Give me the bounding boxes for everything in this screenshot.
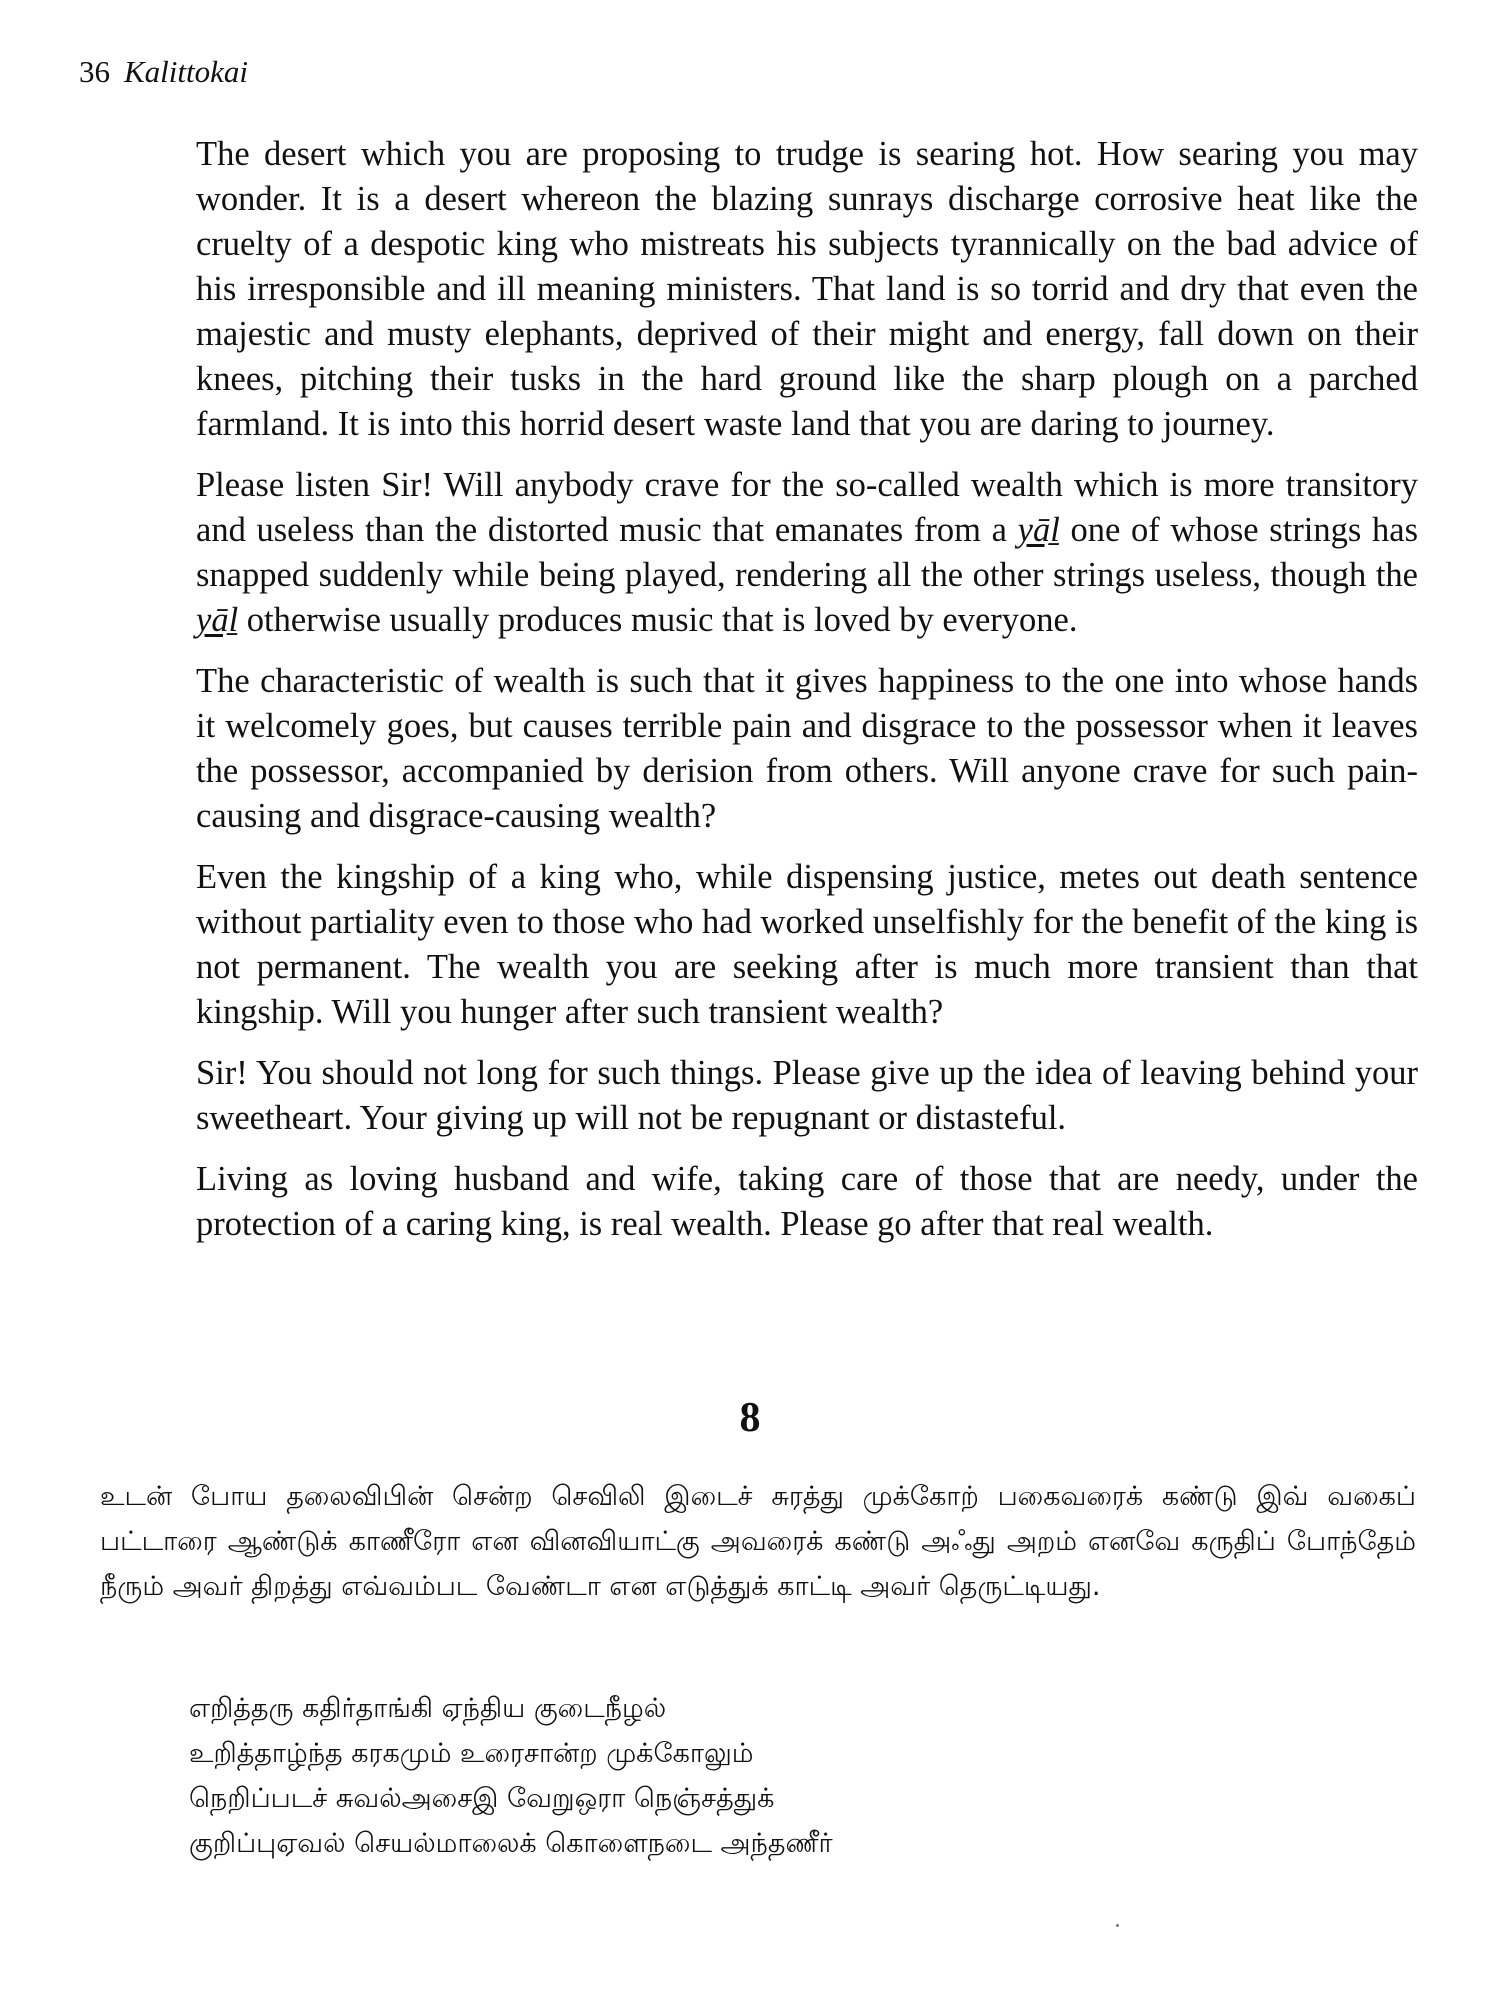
term-yal-2: yāḻ	[196, 601, 239, 639]
translation-body	[196, 132, 1418, 1263]
paragraph-kingship: Even the kingship of a king who, while dispensing justice, metes out death sentence without partiality even to those who had worked unselfishly for the benefit of the king is not permanent. The wealth you are seeking after is much more transient than that kingship. Will you hunger after such transient wealth?	[196, 858, 1418, 1031]
paragraph-yal-part-a: Please listen Sir! Will anybody crave for the so-called wealth which is more transitory and useless than the distorted music that emanates from a	[196, 466, 1418, 549]
paragraph-yal-part-b: one of whose strings has snapped suddenly while being played, rendering all the other strings useless, though the	[196, 511, 1418, 594]
paragraph-wealth: The characteristic of wealth is such that it gives happiness to the one into whose hands it welcomely goes, but causes terrible pain and disgrace to the possessor when it leaves the possessor, accompanied by derision from others. Will anyone crave for such pain-causing and disgrace-causing wealth?	[196, 662, 1418, 835]
verse-line: நெறிப்படச் சுவல்அசைஇ வேறுஒரா நெஞ்சத்துக்	[189, 1783, 775, 1814]
page-number: 36	[79, 54, 110, 89]
verse-line: உறித்தாழ்ந்த கரகமும் உரைசான்ற முக்கோலும்	[189, 1738, 754, 1769]
paragraph-desert: The desert which you are proposing to trudge is searing hot. How searing you may wonder. It is a desert whereon the blazing sunrays discharge corrosive heat like the cruelty of a despotic king who mistreats his subjects tyrannically on the bad advice of his irresponsible and ill meaning ministers. That land is so torrid and dry that even the majestic and musty elephants, deprived of their might and energy, fall down on their knees, pitching their tusks in the hard ground like the sharp plough on a parched farmland. It is into this horrid desert waste land that you are daring to journey.	[196, 135, 1418, 443]
tamil-colophon: உடன் போய தலைவிபின் சென்ற செவிலி இடைச் சுரத்து முக்கோற் பகைவரைக் கண்டு இவ் வகைப் பட்டாரை ஆண்டுக் காணீரோ என வினவியாட்கு அவரைக் கண்டு அஃது அறம் எனவே கருதிப் போந்தேம் நீரும் அவர் திறத்து எவ்வம்பட வேண்டா என எடுத்துக் காட்டி அவர் தெருட்டியது.	[100, 1481, 1416, 1602]
term-yal-1: yāḻ	[1017, 511, 1060, 549]
tamil-verse	[189, 1686, 1189, 1866]
scan-speck	[1116, 1924, 1119, 1927]
paragraph-real-wealth: Living as loving husband and wife, taking care of those that are needy, under the protection of a caring king, is real wealth. Please go after that real wealth.	[196, 1160, 1418, 1243]
running-header	[79, 52, 248, 92]
verse-line: எறித்தரு கதிர்தாங்கி ஏந்திய குடைநீழல்	[189, 1693, 667, 1724]
book-title: Kalittokai	[124, 54, 248, 89]
paragraph-yal-part-c: otherwise usually produces music that is loved by everyone.	[246, 601, 1078, 639]
section-number: 8	[739, 1395, 761, 1441]
verse-line: குறிப்புஏவல் செயல்மாலைக் கொளைநடை அந்தணீர்	[189, 1828, 833, 1859]
paragraph-sir: Sir! You should not long for such things. Please give up the idea of leaving behind your sweetheart. Your giving up will not be repugnant or distasteful.	[196, 1054, 1418, 1137]
paragraph-yal	[196, 463, 1418, 643]
